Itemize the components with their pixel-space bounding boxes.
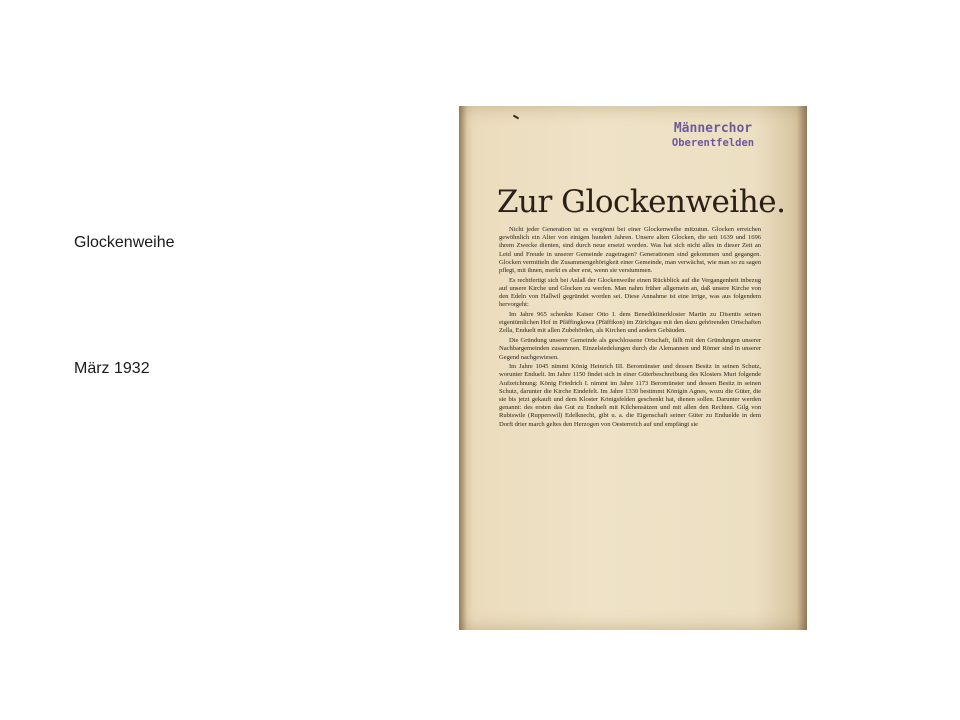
slide-title-label: Glockenweihe <box>74 234 175 251</box>
ink-mark <box>513 115 519 120</box>
scanned-page-image <box>459 106 807 630</box>
stamp-line-2: Oberentfelden <box>671 137 755 149</box>
article-paragraph: Die Gründung unserer Gemeinde als geschlossene Ortschaft, fällt mit den Gründungen unserer Nachbargemeinden zusammen. Einzelsiedelungen durch die Alemannen und Römer sind in unserer Gegend nachgewiesen. <box>499 337 761 361</box>
article-paragraph: Es rechtfertigt sich bei Anlaß der Glockenweihe einen Rückblick auf die Vergangenheit inbezug auf unsere Kirche und Glocken zu werfen. Man nahm früher allgemein an, daß unsere Kirche von den Edeln von Hallwil gegründet worden sei. Diese Annahme ist eine irrige, was aus folgendem hervorgeht: <box>499 276 761 309</box>
slide-date-label: März 1932 <box>74 360 150 377</box>
article-paragraph: Im Jahre 1045 nimmt König Heinrich III. Beromünster und dessen Besitz in seinen Schutz, worunter Enduelt. Im Jahre 1150 findet sich in einer Güterbeschreibung des Klosters Muri folgende Aufzeichnung: König Friedrich I. nimmt im Jahre 1173 Beromünster und dessen Besitz in seinen Schutz, darunter die Kirche Eindefelt. Im Jahre 1330 bestimmt Königin Agnes, wozu die Güter, die sie bis jetzt gekauft und dem Kloster Königsfelden geschenkt hat, dienen sollen. Darunter werden genannt: des ersten das Gut zu Enduelt mit Kilchensätzen und mit allen den Rechten. Gilg von Rubiswile (Rupperswil) Edelknecht, gibt u. a. die Eigenschaft seiner Güter zu Enduelde in dem Dorft drier march geltes den Herzogen von Oesterreich auf und empfängt sie <box>499 363 761 428</box>
article-paragraph: Nicht jeder Generation ist es vergönnt bei einer Glockenweihe mitzutun. Glocken erreichen gewöhnlich ein Alter von einigen hundert Jahren. Unsere alten Glocken, die seit 1639 und 1696 ihrem Zwecke dienten, sind durch neue ersetzt worden. Was hat sich nicht alles in dieser Zeit an Leid und Freude in unserer Gemeinde zugetragen? Generationen sind gekommen und gegangen. Glocken vermitteln die Zusammengehörigkeit einer Gemeinde, man verwächst, wie man so zu sagen pflegt, mit ihnen, merkt es aber erst, wenn sie verstummen. <box>499 226 761 275</box>
article-body <box>499 226 761 430</box>
ownership-stamp <box>655 122 771 150</box>
article-paragraph: Im Jahre 965 schenkte Kaiser Otto I. dem Benediktinerkloster Martin zu Disentis seinen eigentümlichen Hof in Pfäffingkowa (Pfäffikon) im Zürichgau mit den dazu gehörenden Ortschaften Zella, Enduelt mit allen Zubehörden, als Kirchen und andern Gebäuden. <box>499 311 761 335</box>
stamp-line-1: Männerchor <box>673 121 753 136</box>
article-title: Zur Glockenweihe. <box>497 184 786 220</box>
book-spine-shadow <box>459 106 467 630</box>
